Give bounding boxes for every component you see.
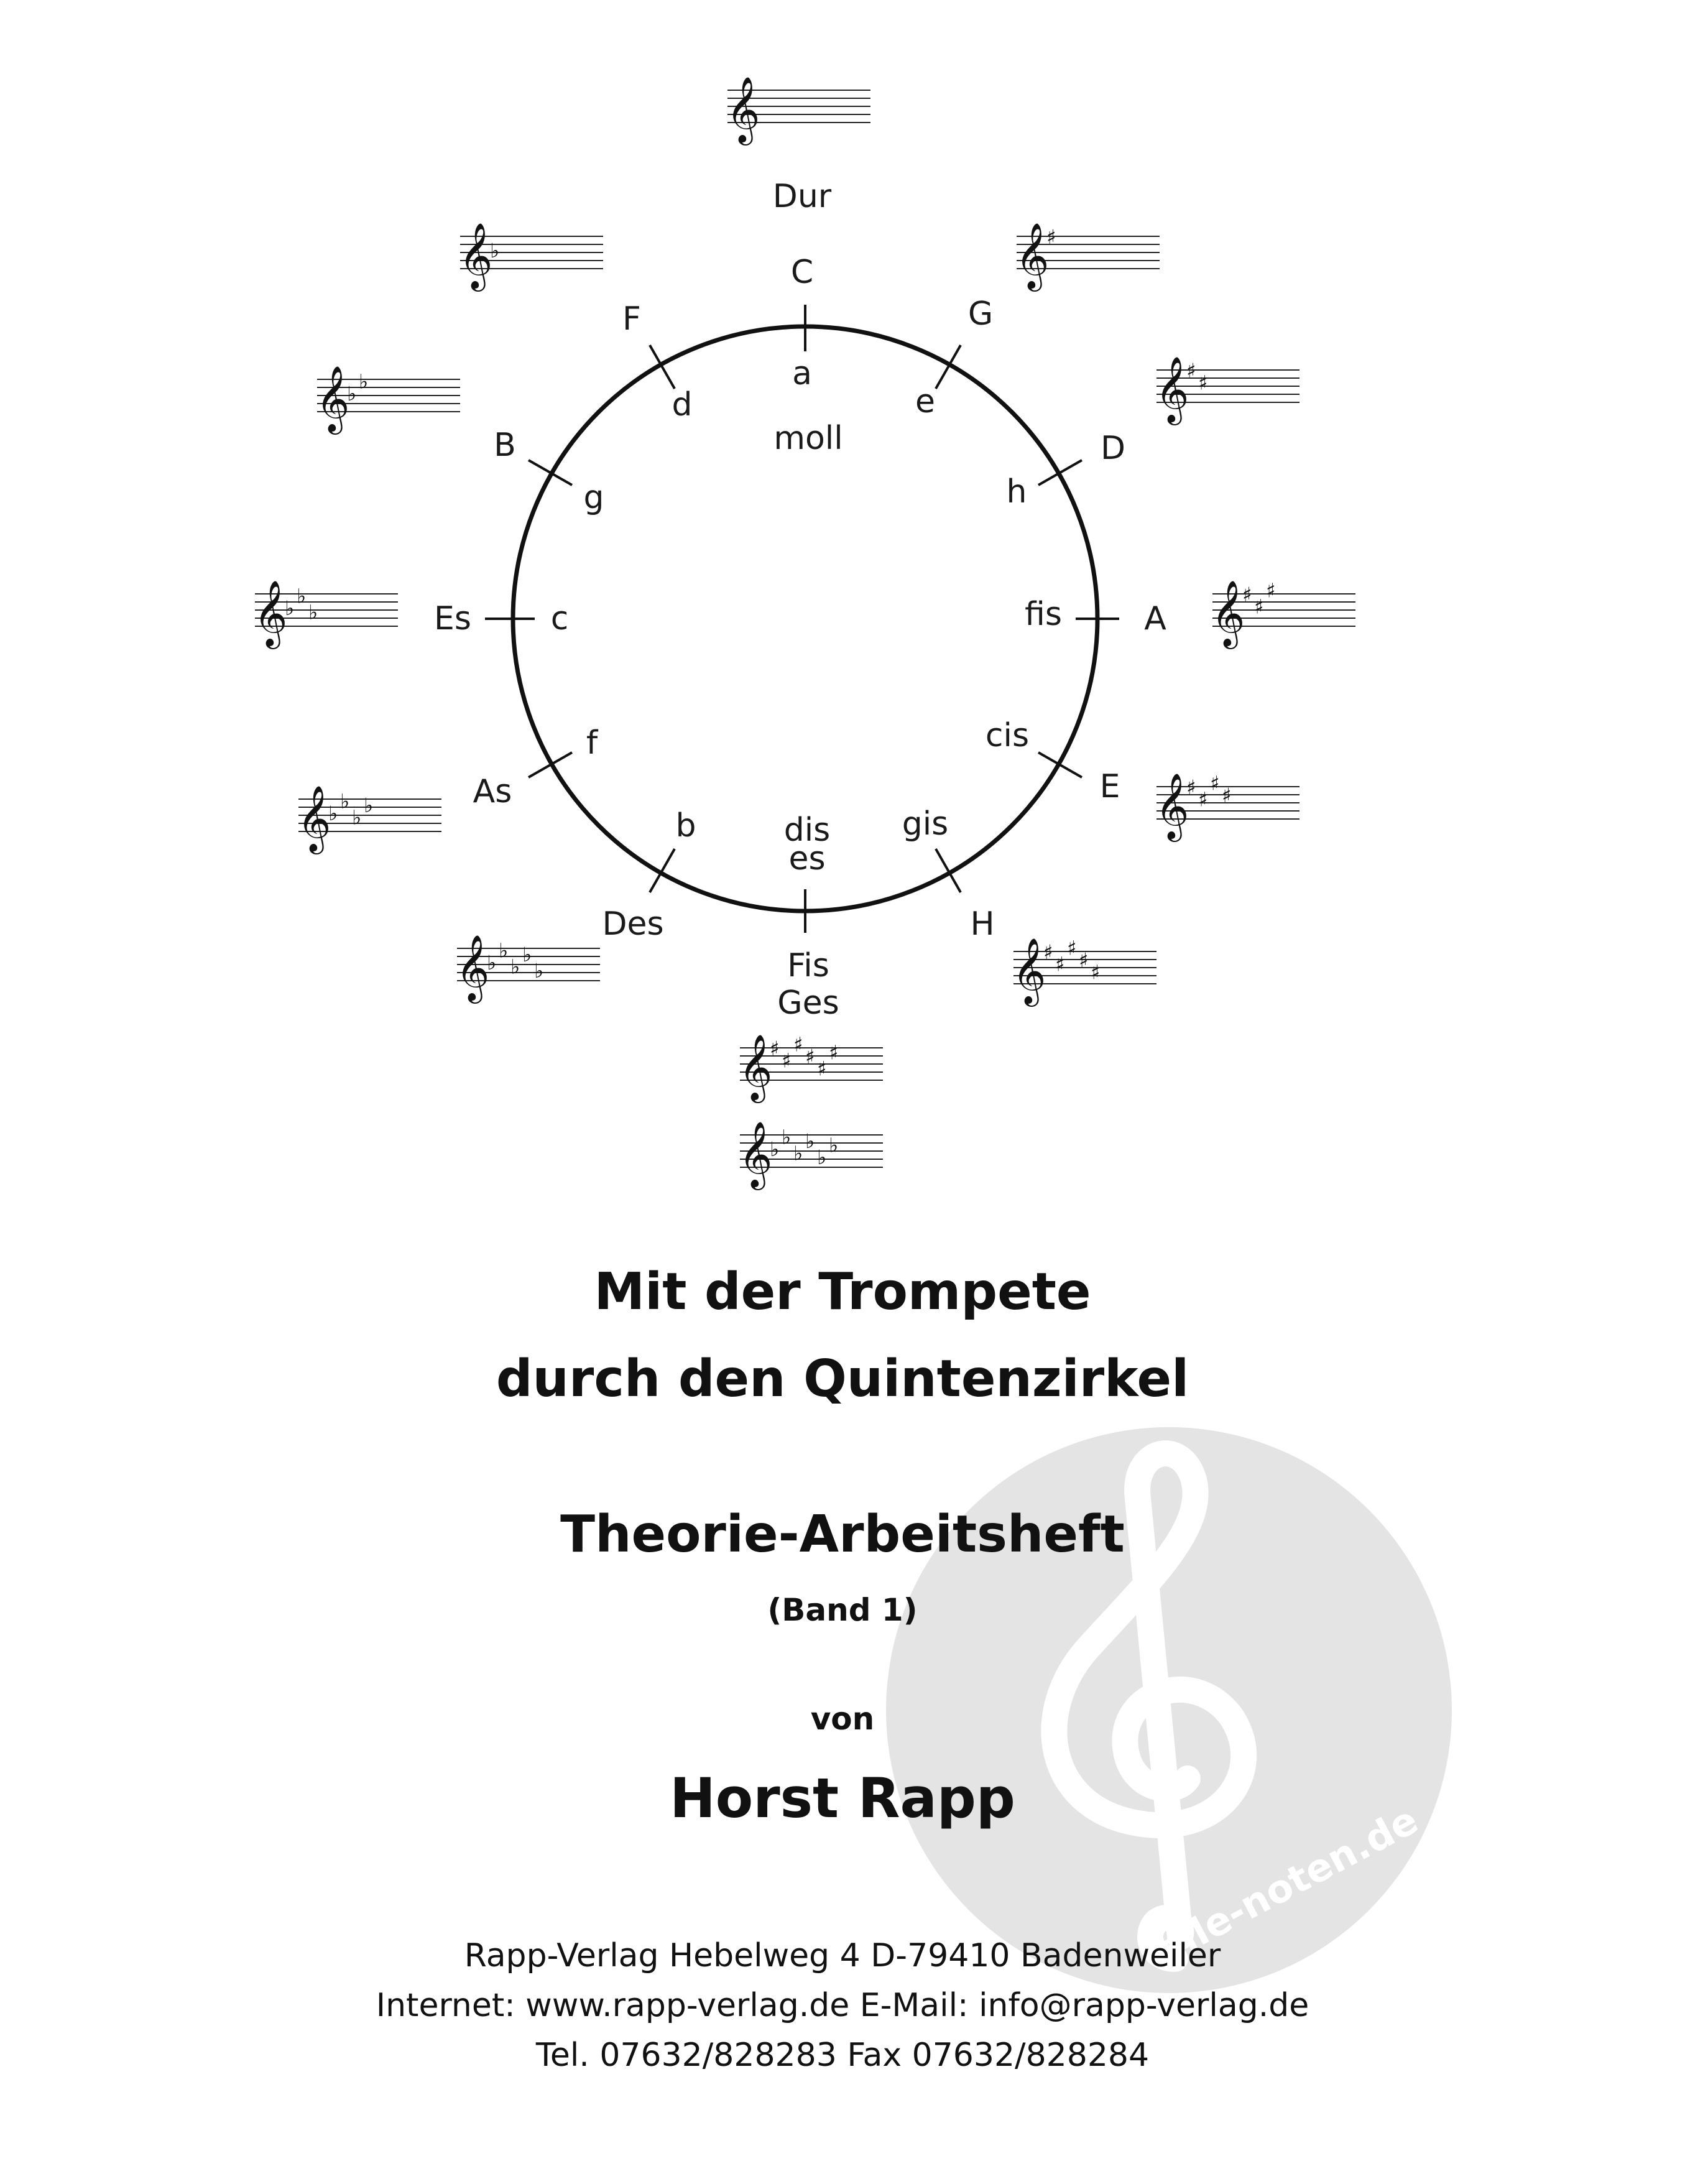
major-key-e: E	[1099, 768, 1120, 805]
sharp-icon: ♯	[1055, 952, 1065, 976]
publisher-web-email: Internet: www.rapp-verlag.de E-Mail: info@rapp-verlag.de	[376, 1987, 1309, 2024]
major-key-as: As	[473, 773, 512, 810]
publisher-phone-fax: Tel. 07632/828283 Fax 07632/828284	[535, 2037, 1150, 2074]
flat-icon: ♭	[522, 943, 532, 966]
minor-key-h: h	[1006, 473, 1027, 511]
by-label: von	[810, 1701, 875, 1737]
sharp-icon: ♯	[1266, 578, 1276, 603]
key-signature-staff-g	[1015, 222, 1160, 292]
minor-key-g: g	[583, 479, 604, 516]
key-signature-staff-a	[1211, 579, 1355, 650]
flat-icon: ♭	[487, 951, 497, 974]
key-signature-staff-d	[1155, 356, 1300, 425]
key-signature-staff-f	[459, 222, 603, 292]
treble-clef-icon: 𝄞	[1155, 772, 1189, 839]
sharp-icon: ♯	[1067, 936, 1077, 960]
treble-clef-icon: 𝄞	[254, 580, 288, 646]
major-key-h: H	[970, 905, 995, 943]
watermark-text: alle-noten.de	[1148, 1797, 1426, 1973]
publisher-address: Rapp-Verlag Hebelweg 4 D-79410 Badenweiler	[464, 1937, 1221, 1974]
tick-e	[1038, 752, 1082, 777]
sharp-icon: ♯	[1242, 583, 1252, 606]
flat-icon: ♭	[829, 1133, 839, 1157]
sharp-icon: ♯	[1254, 595, 1264, 619]
key-signature-staff-fis	[739, 1033, 883, 1104]
major-key-des: Des	[602, 905, 664, 943]
author-name: Horst Rapp	[670, 1766, 1015, 1830]
key-signature-staff-h	[1012, 937, 1156, 1007]
flat-icon: ♭	[793, 1141, 803, 1165]
dur-label: Dur	[772, 178, 832, 215]
treble-clef-icon: 𝄞	[1015, 222, 1050, 289]
flat-icon: ♭	[817, 1145, 827, 1169]
minor-key-cis: cis	[985, 717, 1030, 754]
sharp-icon: ♯	[1043, 940, 1053, 964]
subtitle: Theorie-Arbeitsheft	[560, 1505, 1125, 1564]
flat-icon: ♭	[285, 596, 295, 620]
flat-icon: ♭	[534, 959, 544, 983]
flat-icon: ♭	[770, 1137, 780, 1161]
sharp-icon: ♯	[1186, 359, 1196, 382]
moll-label: moll	[773, 420, 843, 457]
treble-clef-icon: 𝄞	[459, 222, 493, 289]
minor-key-a: a	[792, 355, 812, 392]
sharp-icon: ♯	[1046, 225, 1056, 249]
minor-key-fis: fis	[1025, 596, 1062, 633]
treble-clef-icon: 𝄞	[739, 1121, 773, 1187]
major-key-f: F	[622, 300, 641, 338]
minor-key-e: e	[915, 383, 935, 420]
key-signature-staff-as	[297, 785, 441, 854]
minor-key-f: f	[586, 724, 598, 762]
minor-key-es: es	[788, 840, 826, 877]
flat-icon: ♭	[805, 1129, 815, 1153]
sharp-icon: ♯	[1186, 775, 1196, 799]
sharp-icon: ♯	[1222, 784, 1232, 807]
sharp-icon: ♯	[1198, 371, 1208, 395]
treble-clef-icon: 𝄞	[456, 934, 490, 1001]
flat-icon: ♭	[782, 1125, 792, 1149]
key-signature-staff-ges	[739, 1121, 883, 1190]
title-line-1: Mit der Trompete	[594, 1262, 1091, 1321]
title-line-2: durch den Quintenzirkel	[496, 1349, 1189, 1409]
sharp-icon: ♯	[1079, 948, 1089, 972]
flat-icon: ♭	[352, 805, 362, 830]
key-signature-staff-des	[456, 934, 600, 1004]
treble-clef-icon: 𝄞	[1012, 937, 1046, 1004]
flat-icon: ♭	[490, 239, 500, 262]
tick-as	[529, 752, 572, 777]
flat-icon: ♭	[499, 938, 509, 963]
key-signature-staff-c	[726, 76, 870, 146]
treble-clef-icon: 𝄞	[1211, 580, 1245, 646]
flat-icon: ♭	[297, 584, 307, 608]
sharp-icon: ♯	[1091, 960, 1101, 984]
major-key-c: C	[790, 254, 814, 291]
sharp-icon: ♯	[770, 1037, 780, 1060]
treble-clef-icon: 𝄞	[726, 76, 760, 142]
major-key-ges: Ges	[777, 984, 839, 1022]
sharp-icon: ♯	[793, 1032, 803, 1057]
flat-icon: ♭	[359, 369, 369, 394]
sharp-icon: ♯	[1198, 787, 1208, 812]
treble-clef-icon: 𝄞	[739, 1034, 773, 1100]
key-signature-staff-e	[1155, 772, 1300, 843]
minor-key-b: b	[675, 807, 696, 844]
flat-icon: ♭	[364, 794, 374, 817]
minor-key-c: c	[550, 600, 569, 637]
flat-icon: ♭	[510, 955, 520, 979]
key-signature-staff-es	[254, 580, 398, 649]
flat-icon: ♭	[340, 789, 350, 813]
sharp-icon: ♯	[829, 1040, 839, 1065]
flat-icon: ♭	[328, 802, 338, 825]
major-key-es: Es	[434, 600, 471, 637]
treble-clef-icon: 𝄞	[1155, 356, 1189, 422]
sharp-icon: ♯	[805, 1045, 815, 1068]
key-signature-staves	[254, 76, 1355, 1190]
tick-b	[529, 460, 572, 485]
major-key-g: G	[967, 295, 994, 333]
minor-key-gis: gis	[902, 805, 949, 843]
flat-icon: ♭	[308, 600, 318, 624]
major-key-b: B	[494, 427, 516, 464]
key-signature-staff-b	[316, 365, 460, 435]
sharp-icon: ♯	[817, 1057, 827, 1081]
flat-icon: ♭	[347, 382, 357, 405]
major-key-d: D	[1100, 430, 1126, 467]
sharp-icon: ♯	[782, 1048, 792, 1073]
minor-key-dis: dis	[783, 812, 831, 849]
treble-clef-icon: 𝄞	[297, 785, 331, 851]
minor-key-d: d	[672, 386, 693, 423]
major-key-fis: Fis	[787, 947, 829, 984]
sharp-icon: ♯	[1210, 771, 1220, 795]
volume-label: (Band 1)	[767, 1592, 918, 1628]
treble-clef-icon: 𝄞	[316, 365, 350, 432]
tick-d	[1038, 460, 1082, 485]
major-key-a: A	[1144, 600, 1166, 637]
